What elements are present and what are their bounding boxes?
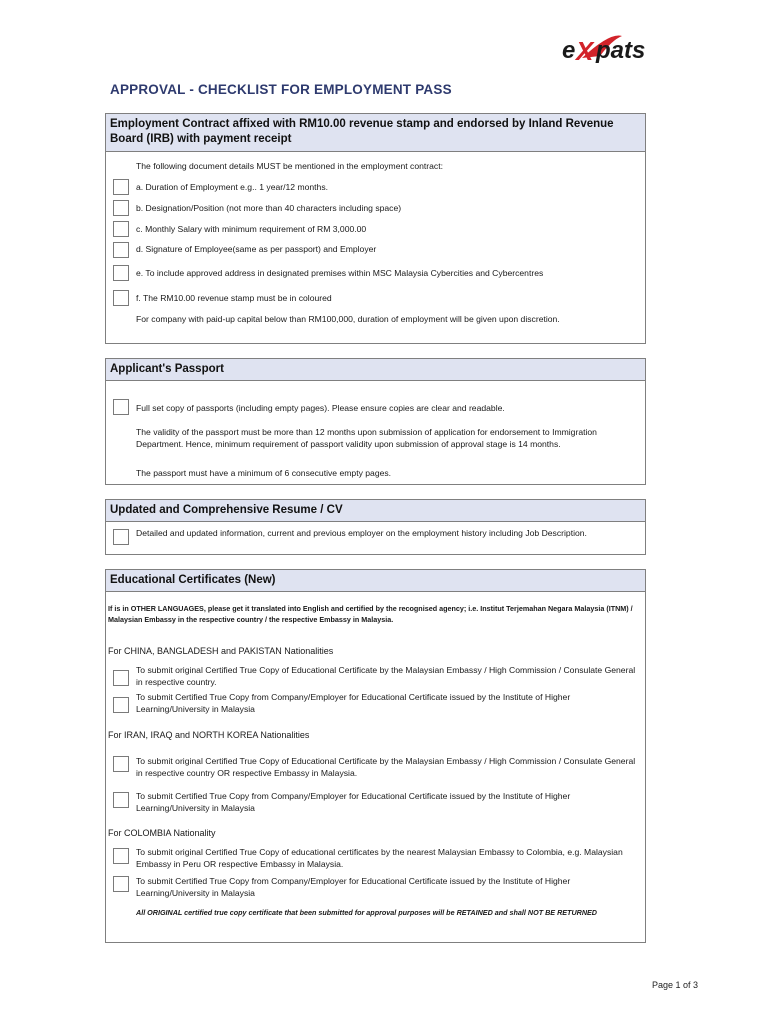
- retention-footnote: All ORIGINAL certified true copy certificate that been submitted for approval purposes will be RETAINED and shall NOT BE RETURNED: [136, 908, 598, 917]
- checkbox-colombia-employer[interactable]: [113, 876, 129, 892]
- iran-employer-item: To submit Certified True Copy from Company/Employer for Educational Certificate issued by the Institute of Higher Learning/University in Malaysia: [136, 791, 571, 813]
- section-resume: [105, 499, 646, 555]
- china-embassy-item: To submit original Certified True Copy of Educational Certificate by the Malaysian Embassy / High Commission / Consulate General in respective country.: [136, 665, 636, 687]
- nationality-group-iran: For IRAN, IRAQ and NORTH KOREA Nationalities: [108, 730, 310, 740]
- section-educational-certificates: [105, 569, 646, 943]
- contract-note: For company with paid-up capital below than RM100,000, duration of employment will be given upon discretion.: [136, 314, 560, 324]
- svg-text:pats: pats: [596, 37, 646, 64]
- passport-item: Full set copy of passports (including empty pages). Please ensure copies are clear and readable.: [136, 403, 505, 413]
- item-salary: c. Monthly Salary with minimum requirement of RM 3,000.00: [136, 224, 367, 234]
- expats-logo: [560, 28, 710, 72]
- page-title: APPROVAL - CHECKLIST FOR EMPLOYMENT PASS: [110, 82, 452, 97]
- checkbox-china-embassy[interactable]: [113, 670, 129, 686]
- checkbox-iran-employer[interactable]: [113, 792, 129, 808]
- svg-text:X: X: [576, 36, 594, 66]
- checkbox-designation[interactable]: [113, 200, 129, 216]
- item-signature: d. Signature of Employee(same as per passport) and Employer: [136, 244, 377, 254]
- nationality-group-colombia: For COLOMBIA Nationality: [108, 828, 216, 838]
- nationality-group-china: For CHINA, BANGLADESH and PAKISTAN Nationalities: [108, 646, 334, 656]
- checkbox-passport-copy[interactable]: [113, 399, 129, 415]
- colombia-employer-item: To submit Certified True Copy from Company/Employer for Educational Certificate issued by the Institute of Higher Learning/University in Malaysia: [136, 876, 571, 898]
- checkbox-revenue-stamp[interactable]: [113, 290, 129, 306]
- iran-embassy-item: To submit original Certified True Copy of Educational Certificate by the Malaysian Embassy / High Commission / Consulate General in respective country OR respective Embassy in Malaysia.: [136, 756, 636, 778]
- translation-notice: If is in OTHER LANGUAGES, please get it translated into English and certified by the recognised agency; i.e. Institut Terjemahan Negara Malaysia (ITNM) / Malaysian Embassy in the respective country / the respective Embassy in Malaysia.: [108, 604, 633, 624]
- china-employer-item: To submit Certified True Copy from Company/Employer for Educational Certificate issued by the Institute of Higher Learning/University in Malaysia: [136, 692, 571, 714]
- page-number: Page 1 of 3: [652, 980, 699, 990]
- checkbox-duration[interactable]: [113, 179, 129, 195]
- checkbox-colombia-embassy[interactable]: [113, 848, 129, 864]
- checkbox-signature[interactable]: [113, 242, 129, 258]
- checkbox-address[interactable]: [113, 265, 129, 281]
- section-heading: Updated and Comprehensive Resume / CV: [106, 500, 645, 522]
- checkbox-resume[interactable]: [113, 529, 129, 545]
- section-passport: [105, 358, 646, 485]
- section-heading: Employment Contract affixed with RM10.00 revenue stamp and endorsed by Inland Revenue Board (IRB) with payment receipt: [106, 114, 645, 152]
- passport-validity-note: The validity of the passport must be more than 12 months upon submission of application for endorsement to Immigration Department. Hence, minimum requirement of passport validity upon submission of approval stage is 14 months.: [136, 427, 597, 449]
- svg-text:e: e: [562, 37, 576, 64]
- checkbox-iran-embassy[interactable]: [113, 756, 129, 772]
- item-revenue-stamp: f. The RM10.00 revenue stamp must be in coloured: [136, 293, 332, 303]
- resume-item: Detailed and updated information, current and previous employer on the employment history including Job Description.: [136, 528, 587, 538]
- checkbox-salary[interactable]: [113, 221, 129, 237]
- item-duration: a. Duration of Employment e.g.. 1 year/12 months.: [136, 182, 329, 192]
- contract-intro: The following document details MUST be mentioned in the employment contract:: [136, 161, 443, 171]
- checkbox-china-employer[interactable]: [113, 697, 129, 713]
- colombia-embassy-item: To submit original Certified True Copy of educational certificates by the nearest Malaysian Embassy to Colombia, e.g. Malaysian Embassy in Peru OR respective Embassy in Malaysia.: [136, 847, 623, 869]
- section-heading: Educational Certificates (New): [106, 570, 645, 592]
- item-designation: b. Designation/Position (not more than 40 characters including space): [136, 203, 402, 213]
- item-address: e. To include approved address in designated premises within MSC Malaysia Cybercities and Cybercentres: [136, 268, 544, 278]
- section-heading: Applicant's Passport: [106, 359, 645, 381]
- section-employment-contract: [105, 113, 646, 344]
- passport-pages-note: The passport must have a minimum of 6 consecutive empty pages.: [136, 468, 392, 478]
